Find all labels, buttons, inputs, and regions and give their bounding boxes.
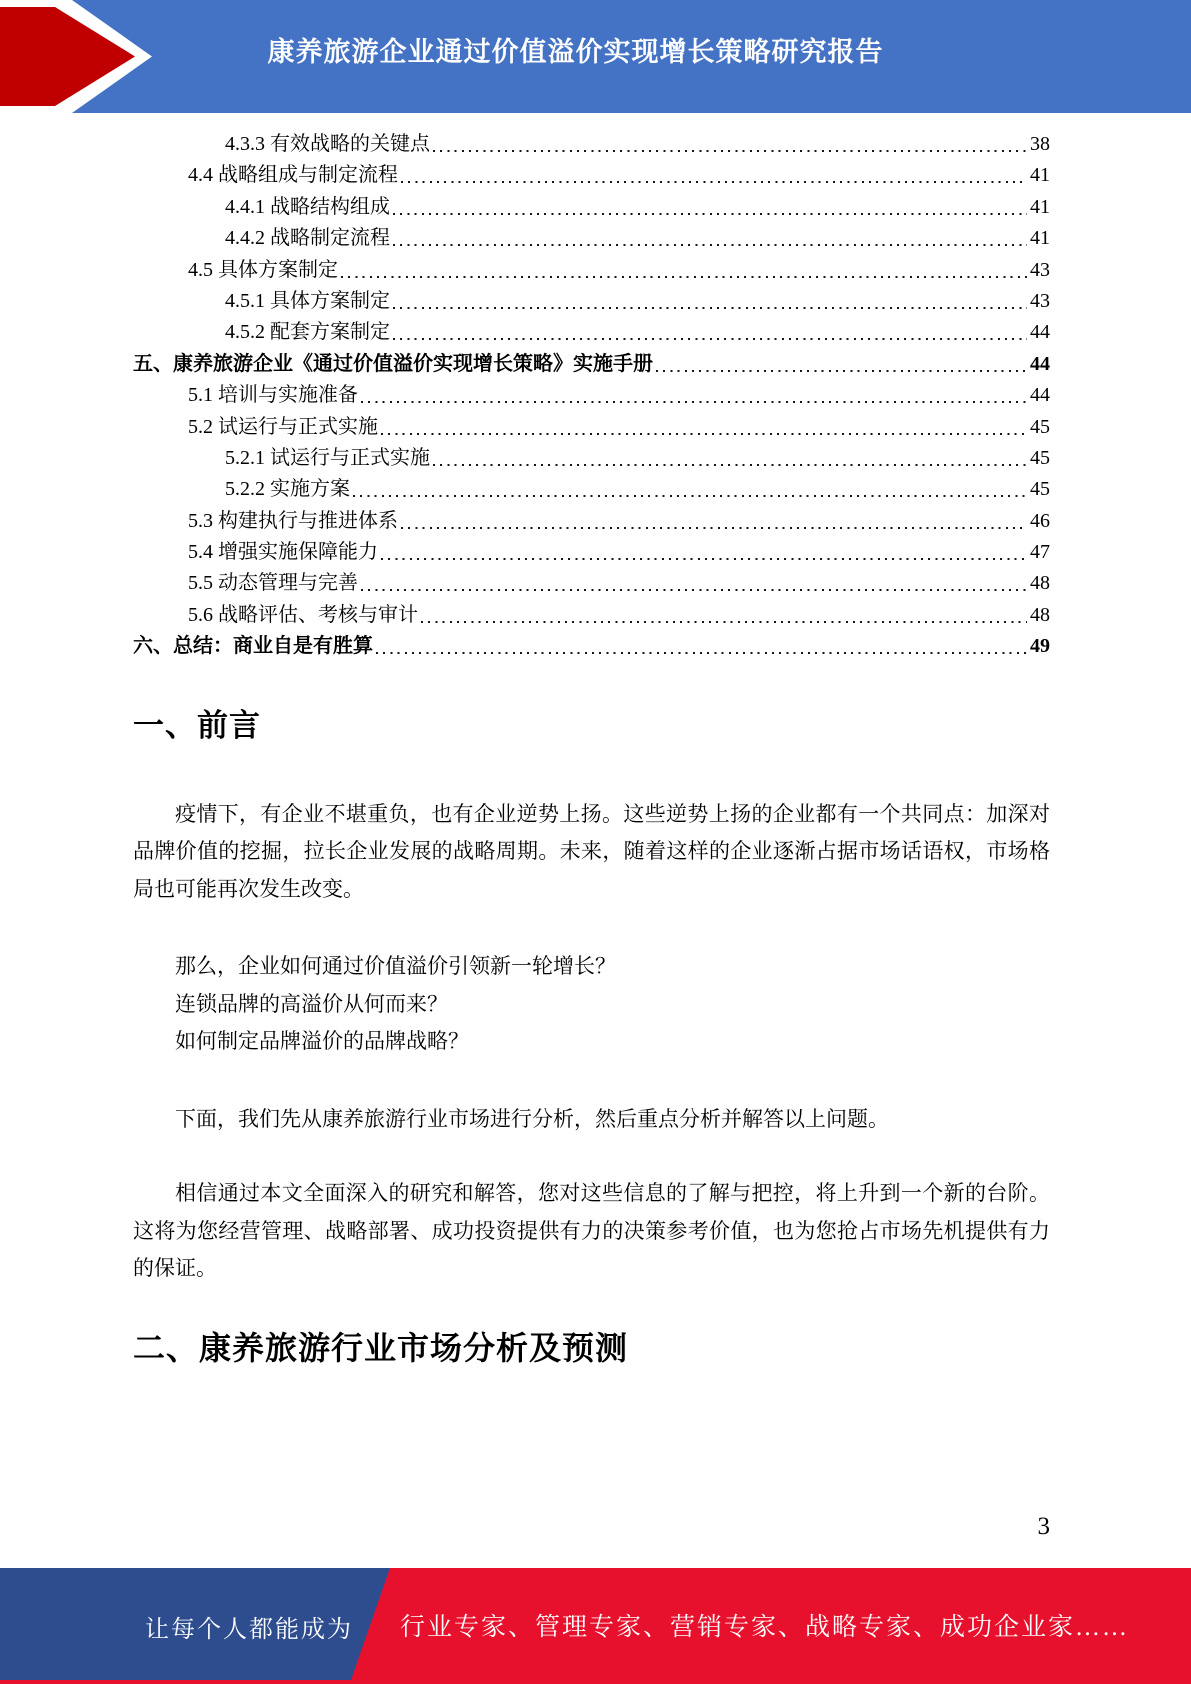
section-heading-market-analysis: 二、康养旅游行业市场分析及预测 bbox=[133, 1329, 629, 1366]
section-heading-foreword: 一、前言 bbox=[133, 707, 261, 743]
dot-leader bbox=[361, 380, 1027, 411]
paragraph: 疫情下，有企业不堪重负，也有企业逆势上扬。这些逆势上扬的企业都有一个共同点：加深对品牌价值的挖掘，拉长企业发展的战略周期。未来，随着这样的企业逐渐占据市场话语权，市场格局也可能再次发生改变。 bbox=[133, 801, 1050, 901]
footer-slogan-right: 行业专家、管理专家、营销专家、战略专家、成功企业家…… bbox=[400, 1614, 1130, 1641]
dot-leader bbox=[421, 600, 1027, 631]
dot-leader bbox=[381, 412, 1027, 443]
toc-entry-page: 46 bbox=[1030, 509, 1050, 532]
dot-leader bbox=[353, 474, 1027, 505]
question-line: 那么，企业如何通过价值溢价引领新一轮增长？ bbox=[175, 954, 616, 979]
footer-slogan-left: 让每个人都能成为 bbox=[145, 1617, 353, 1643]
toc-entry-page: 47 bbox=[1030, 541, 1050, 564]
toc-entry-page: 44 bbox=[1030, 352, 1050, 375]
toc-entry[interactable] bbox=[133, 129, 1050, 160]
toc-entry[interactable] bbox=[133, 286, 1050, 317]
toc-entry[interactable] bbox=[133, 506, 1050, 537]
dot-leader bbox=[656, 349, 1027, 380]
toc-entry-page: 45 bbox=[1030, 446, 1050, 469]
toc-entry-label: 4.5.1 具体方案制定 bbox=[225, 289, 390, 312]
paragraph: 相信通过本文全面深入的研究和解答，您对这些信息的了解与把控，将上升到一个新的台阶。这将为您经营管理、战略部署、成功投资提供有力的决策参考价值，也为您抢占市场先机提供有力的保证。 bbox=[133, 1181, 1050, 1281]
toc-entry-label: 5.5 动态管理与完善 bbox=[188, 572, 358, 595]
dot-leader bbox=[433, 443, 1027, 474]
page-content bbox=[133, 0, 1050, 1545]
report-title: 康养旅游企业通过价值溢价实现增长策略研究报告 bbox=[267, 37, 884, 67]
table-of-contents bbox=[133, 129, 1050, 663]
toc-entry-label: 4.3.3 有效战略的关键点 bbox=[225, 133, 430, 155]
toc-entry-label: 4.5.2 配套方案制定 bbox=[225, 321, 390, 344]
toc-entry-page: 38 bbox=[1030, 133, 1050, 155]
toc-entry-page: 41 bbox=[1030, 164, 1050, 187]
dot-leader bbox=[401, 160, 1027, 191]
toc-entry-page: 48 bbox=[1030, 572, 1050, 595]
question-line: 如何制定品牌溢价的品牌战略？ bbox=[175, 1029, 469, 1054]
toc-entry-label: 4.5 具体方案制定 bbox=[188, 258, 338, 281]
toc-entry-page: 41 bbox=[1030, 227, 1050, 250]
toc-entry[interactable] bbox=[133, 349, 1050, 380]
toc-entry[interactable] bbox=[133, 443, 1050, 474]
toc-entry[interactable] bbox=[133, 600, 1050, 631]
question-list bbox=[133, 948, 1050, 1061]
dot-leader bbox=[393, 223, 1027, 254]
toc-entry-label: 5.2.2 实施方案 bbox=[225, 478, 350, 501]
page-footer bbox=[0, 1568, 1191, 1684]
toc-entry-label: 5.2 试运行与正式实施 bbox=[188, 415, 378, 438]
toc-entry-label: 5.3 构建执行与推进体系 bbox=[188, 509, 398, 532]
toc-entry-page: 43 bbox=[1030, 258, 1050, 281]
question-line: 连锁品牌的高溢价从何而来？ bbox=[175, 991, 448, 1016]
toc-entry[interactable] bbox=[133, 192, 1050, 223]
toc-entry[interactable] bbox=[133, 223, 1050, 254]
toc-entry[interactable] bbox=[133, 317, 1050, 348]
dot-leader bbox=[341, 255, 1027, 286]
toc-entry-page: 48 bbox=[1030, 603, 1050, 626]
dot-leader bbox=[393, 317, 1027, 348]
toc-entry-label: 5.1 培训与实施准备 bbox=[188, 384, 358, 407]
toc-entry-label: 5.2.1 试运行与正式实施 bbox=[225, 446, 430, 469]
toc-entry-label: 5.6 战略评估、考核与审计 bbox=[188, 603, 418, 626]
toc-entry-label: 4.4.1 战略结构组成 bbox=[225, 195, 390, 218]
toc-entry[interactable] bbox=[133, 631, 1050, 662]
toc-entry-page: 49 bbox=[1030, 635, 1050, 658]
dot-leader bbox=[433, 129, 1027, 160]
toc-entry[interactable] bbox=[133, 568, 1050, 599]
toc-entry[interactable] bbox=[133, 255, 1050, 286]
dot-leader bbox=[381, 537, 1027, 568]
toc-entry-label: 4.4 战略组成与制定流程 bbox=[188, 164, 398, 187]
dot-leader bbox=[401, 506, 1027, 537]
toc-entry-label: 五、康养旅游企业《通过价值溢价实现增长策略》实施手册 bbox=[133, 352, 653, 375]
toc-entry-page: 43 bbox=[1030, 289, 1050, 312]
dot-leader bbox=[393, 286, 1027, 317]
toc-entry-label: 5.4 增强实施保障能力 bbox=[188, 541, 378, 564]
toc-entry-page: 45 bbox=[1030, 415, 1050, 438]
toc-entry-page: 44 bbox=[1030, 321, 1050, 344]
toc-entry-page: 45 bbox=[1030, 478, 1050, 501]
toc-entry-label: 六、总结：商业自是有胜算 bbox=[133, 635, 373, 658]
dot-leader bbox=[361, 568, 1027, 599]
page-number: 3 bbox=[1037, 1512, 1050, 1540]
dot-leader bbox=[393, 192, 1027, 223]
dot-leader bbox=[376, 631, 1027, 662]
paragraph: 下面，我们先从康养旅游行业市场进行分析，然后重点分析并解答以上问题。 bbox=[175, 1106, 889, 1131]
toc-entry[interactable] bbox=[133, 160, 1050, 191]
toc-entry-page: 41 bbox=[1030, 195, 1050, 218]
toc-entry[interactable] bbox=[133, 412, 1050, 443]
toc-entry[interactable] bbox=[133, 537, 1050, 568]
toc-entry-page: 44 bbox=[1030, 384, 1050, 407]
toc-entry[interactable] bbox=[133, 380, 1050, 411]
toc-entry-label: 4.4.2 战略制定流程 bbox=[225, 227, 390, 250]
toc-entry[interactable] bbox=[133, 474, 1050, 505]
